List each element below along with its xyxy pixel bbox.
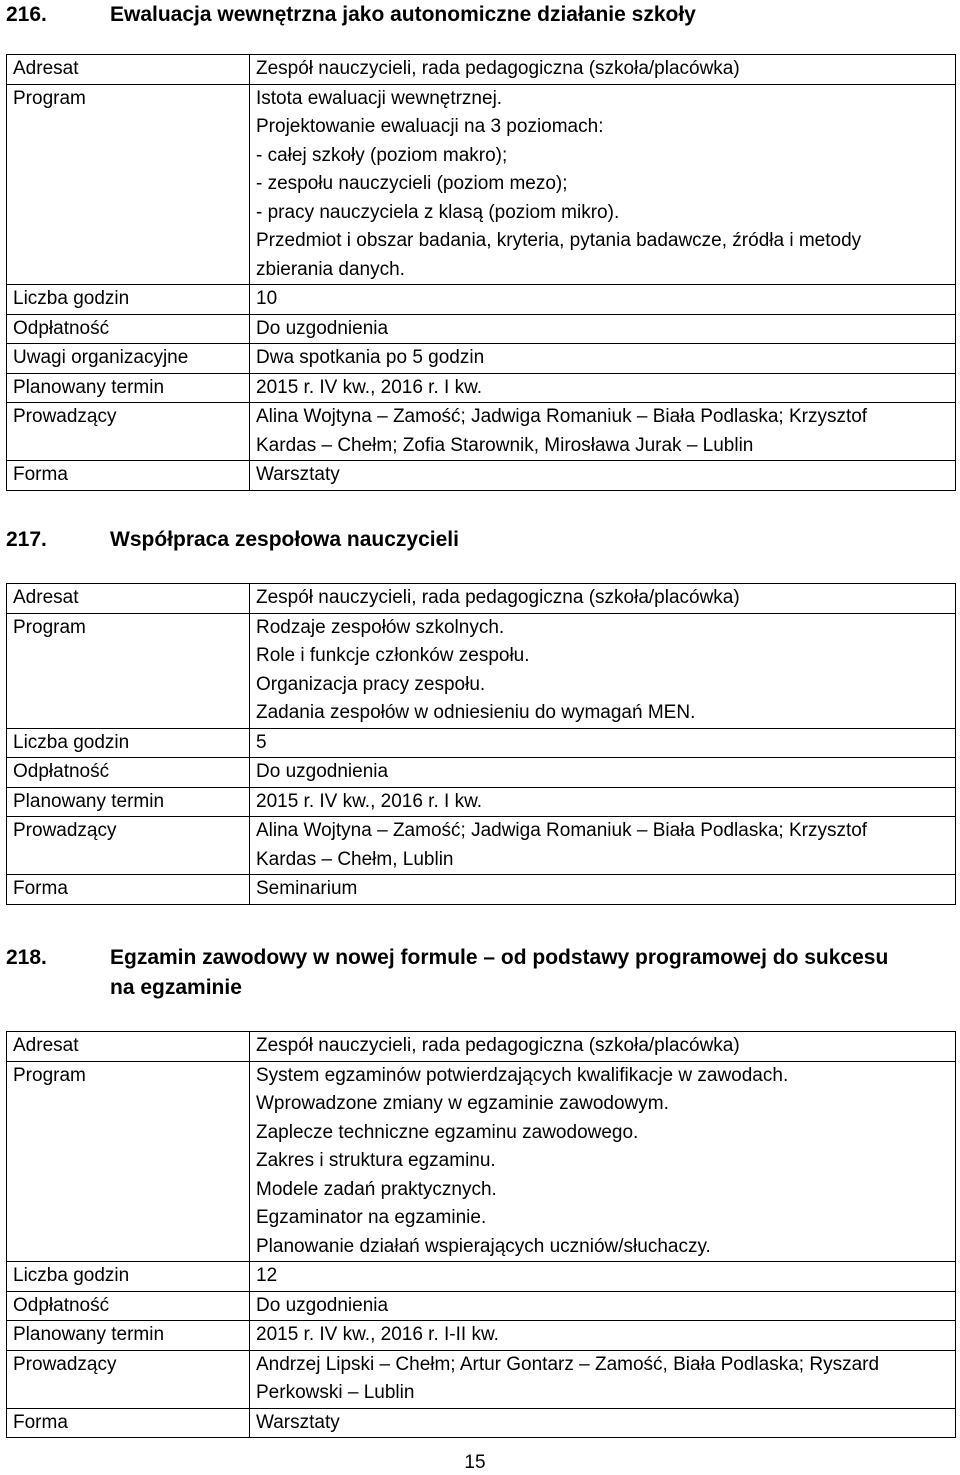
value-line: 2015 r. IV kw., 2016 r. I-II kw. — [256, 1324, 499, 1345]
value-line: Zaplecze techniczne egzaminu zawodowego. — [256, 1121, 639, 1143]
row-label: Forma — [7, 461, 250, 491]
value-line: zbierania danych. — [256, 258, 405, 280]
row-value — [250, 875, 956, 905]
row-label: Forma — [7, 875, 250, 905]
info-row — [7, 584, 956, 614]
value-line: Do uzgodnienia — [256, 1294, 389, 1316]
value-line: Perkowski – Lublin — [256, 1382, 415, 1403]
value-line: System egzaminów potwierdzających kwalifikacje w zawodach. — [256, 1064, 789, 1086]
row-value — [250, 817, 956, 875]
row-label: Planowany termin — [7, 787, 250, 817]
row-value — [250, 613, 956, 728]
value-line: - pracy nauczyciela z klasą (poziom mikro). — [256, 201, 620, 223]
section-title — [110, 943, 956, 1003]
value-line: Zespół nauczycieli, rada pedagogiczna (szkoła/placówka) — [256, 1035, 740, 1056]
value-line: Egzaminator na egzaminie. — [256, 1207, 487, 1228]
info-table — [6, 1031, 956, 1438]
value-line: Zakres i struktura egzaminu. — [256, 1150, 496, 1171]
row-value — [250, 1350, 956, 1408]
info-row — [7, 314, 956, 344]
info-row — [7, 1408, 956, 1438]
info-table — [6, 54, 956, 491]
section-216 — [6, 0, 956, 485]
row-label: Adresat — [7, 1032, 250, 1062]
info-row — [7, 1262, 956, 1292]
value-line: - całej szkoły (poziom makro); — [256, 144, 508, 166]
value-line: Wprowadzone zmiany w egzaminie zawodowym. — [256, 1093, 669, 1114]
row-value — [250, 787, 956, 817]
section-217 — [6, 525, 956, 899]
row-label: Liczba godzin — [7, 1262, 250, 1292]
row-value — [250, 1262, 956, 1292]
value-line: 2015 r. IV kw., 2016 r. I kw. — [256, 376, 483, 398]
info-row — [7, 84, 956, 285]
value-line: Przedmiot i obszar badania, kryteria, pytania badawcze, źródła i metody — [256, 230, 862, 251]
row-value — [250, 1032, 956, 1062]
row-value — [250, 285, 956, 315]
row-value — [250, 55, 956, 85]
info-row — [7, 875, 956, 905]
value-line: Rodzaje zespołów szkolnych. — [256, 616, 505, 638]
value-line: Role i funkcje członków zespołu. — [256, 645, 530, 666]
info-row — [7, 817, 956, 875]
row-value — [250, 584, 956, 614]
value-line: - zespołu nauczycieli (poziom mezo); — [256, 173, 568, 194]
row-label: Planowany termin — [7, 1321, 250, 1351]
row-value — [250, 1291, 956, 1321]
row-label: Liczba godzin — [7, 728, 250, 758]
value-line: Planowanie działań wspierających uczniów/słuchaczy. — [256, 1235, 711, 1257]
row-value — [250, 84, 956, 285]
info-row — [7, 728, 956, 758]
row-value — [250, 344, 956, 374]
value-line: 12 — [256, 1265, 278, 1286]
section-heading — [6, 943, 956, 1003]
info-row — [7, 758, 956, 788]
section-number: 216. — [6, 3, 47, 26]
row-value — [250, 373, 956, 403]
row-label: Program — [7, 613, 250, 728]
value-line: Zadania zespołów w odniesieniu do wymagań MEN. — [256, 702, 696, 723]
section-number: 217. — [6, 528, 47, 551]
info-row — [7, 1350, 956, 1408]
row-label: Odpłatność — [7, 1291, 250, 1321]
row-label: Prowadzący — [7, 817, 250, 875]
value-line: Alina Wojtyna – Zamość; Jadwiga Romaniuk – Biała Podlaska; Krzysztof — [256, 406, 868, 427]
info-row — [7, 403, 956, 461]
row-label: Uwagi organizacyjne — [7, 344, 250, 374]
row-value — [250, 728, 956, 758]
value-line: Projektowanie ewaluacji na 3 poziomach: — [256, 116, 604, 137]
row-label: Adresat — [7, 55, 250, 85]
value-line: Zespół nauczycieli, rada pedagogiczna (szkoła/placówka) — [256, 58, 740, 79]
info-row — [7, 373, 956, 403]
row-label: Forma — [7, 1408, 250, 1438]
value-line: 10 — [256, 288, 278, 309]
row-label: Liczba godzin — [7, 285, 250, 315]
value-line: Organizacja pracy zespołu. — [256, 673, 486, 695]
section-heading — [6, 525, 956, 555]
section-218 — [6, 943, 956, 1433]
value-line: Zespół nauczycieli, rada pedagogiczna (szkoła/placówka) — [256, 587, 740, 608]
section-number: 218. — [6, 946, 47, 969]
value-line: Istota ewaluacji wewnętrznej. — [256, 87, 503, 109]
value-line: Warsztaty — [256, 464, 340, 485]
value-line: Do uzgodnienia — [256, 317, 389, 339]
section-title: Współpraca zespołowa nauczycieli — [110, 528, 459, 551]
row-value — [250, 403, 956, 461]
value-line: Modele zadań praktycznych. — [256, 1178, 497, 1200]
row-label: Program — [7, 84, 250, 285]
row-label: Adresat — [7, 584, 250, 614]
value-line: Kardas – Chełm, Lublin — [256, 848, 454, 870]
info-row — [7, 1291, 956, 1321]
page-number: 15 — [464, 1452, 486, 1473]
info-row — [7, 1061, 956, 1262]
row-value — [250, 461, 956, 491]
row-value — [250, 1408, 956, 1438]
value-line: Andrzej Lipski – Chełm; Artur Gontarz – Zamość, Biała Podlaska; Ryszard — [256, 1353, 880, 1375]
row-label: Odpłatność — [7, 314, 250, 344]
value-line: Do uzgodnienia — [256, 761, 389, 782]
row-label: Program — [7, 1061, 250, 1262]
info-row — [7, 1321, 956, 1351]
info-row — [7, 461, 956, 491]
section-heading — [6, 0, 956, 30]
info-table — [6, 583, 956, 905]
value-line: Kardas – Chełm; Zofia Starownik, Mirosława Jurak – Lublin — [256, 434, 754, 456]
value-line: Warsztaty — [256, 1411, 340, 1433]
section-title-line: Egzamin zawodowy w nowej formule – od podstawy programowej do sukcesu — [110, 946, 889, 969]
value-line: 2015 r. IV kw., 2016 r. I kw. — [256, 790, 483, 812]
info-row — [7, 613, 956, 728]
info-row — [7, 344, 956, 374]
row-value — [250, 1061, 956, 1262]
info-row — [7, 787, 956, 817]
value-line: Dwa spotkania po 5 godzin — [256, 347, 485, 368]
value-line: 5 — [256, 731, 267, 753]
row-label: Prowadzący — [7, 403, 250, 461]
row-label: Planowany termin — [7, 373, 250, 403]
info-row — [7, 285, 956, 315]
row-label: Odpłatność — [7, 758, 250, 788]
value-line: Seminarium — [256, 878, 358, 899]
value-line: Alina Wojtyna – Zamość; Jadwiga Romaniuk – Biała Podlaska; Krzysztof — [256, 820, 868, 841]
row-value — [250, 1321, 956, 1351]
row-value — [250, 758, 956, 788]
section-title-line: na egzaminie — [110, 976, 242, 999]
info-row — [7, 55, 956, 85]
info-row — [7, 1032, 956, 1062]
section-title: Ewaluacja wewnętrzna jako autonomiczne działanie szkoły — [110, 3, 696, 26]
row-value — [250, 314, 956, 344]
row-label: Prowadzący — [7, 1350, 250, 1408]
